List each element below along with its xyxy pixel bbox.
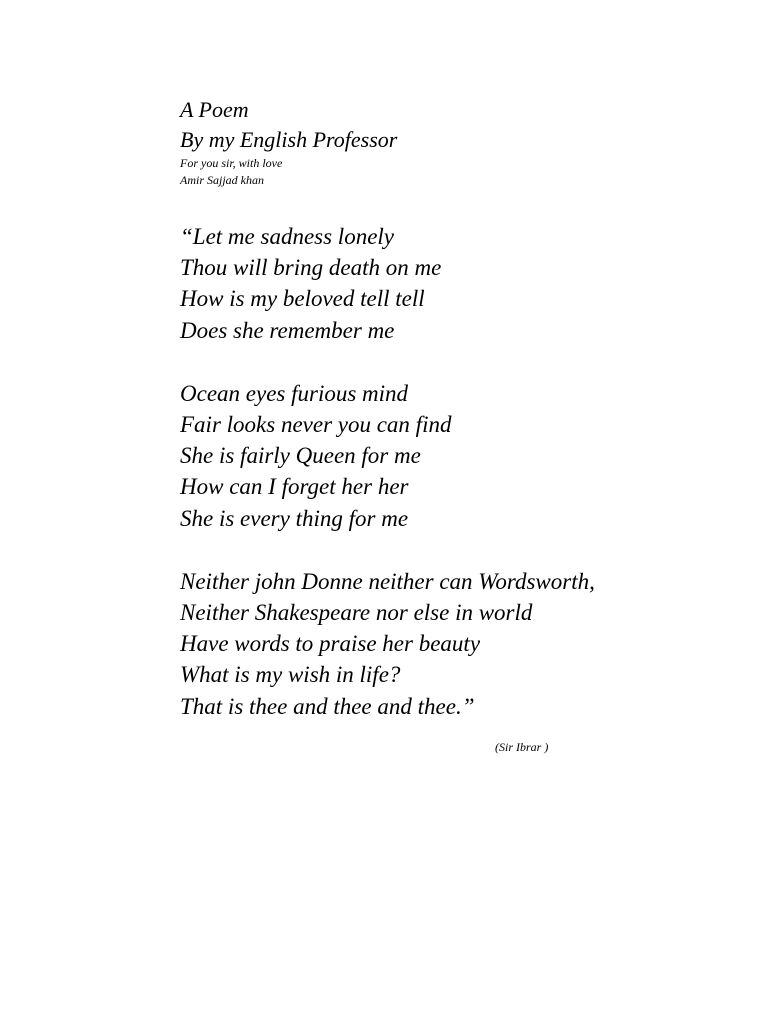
- signature: (Sir Ibrar ): [495, 740, 549, 754]
- poem-line: That is thee and thee and thee.”: [180, 693, 475, 719]
- poem-line: Neither john Donne neither can Wordsworth,: [180, 568, 595, 594]
- dedication-text: For you sir, with love: [180, 156, 283, 170]
- stanza-1: [180, 221, 595, 346]
- poem-line: Thou will bring death on me: [180, 255, 442, 281]
- author-name: Amir Sajjad khan: [180, 173, 264, 187]
- poem-line: Have words to praise her beauty: [180, 631, 481, 657]
- poem-body: [180, 221, 595, 722]
- page-title: A Poem: [180, 97, 249, 122]
- poem-line: Fair looks never you can find: [180, 412, 452, 438]
- header: [180, 95, 397, 189]
- stanza-2: [180, 378, 595, 534]
- poem-line: Ocean eyes furious mind: [180, 380, 409, 406]
- poem-line: Neither Shakespeare nor else in world: [180, 600, 533, 626]
- poem-line: How can I forget her her: [180, 474, 409, 500]
- stanza-3: [180, 566, 595, 722]
- poem-line: Does she remember me: [180, 317, 395, 343]
- poem-line: She is fairly Queen for me: [180, 443, 421, 469]
- poem-line: She is every thing for me: [180, 505, 409, 531]
- poem-line: What is my wish in life?: [180, 662, 401, 688]
- poem-line: How is my beloved tell tell: [180, 286, 425, 312]
- poem-line: “Let me sadness lonely: [180, 224, 395, 249]
- page-subtitle: By my English Professor: [180, 127, 398, 152]
